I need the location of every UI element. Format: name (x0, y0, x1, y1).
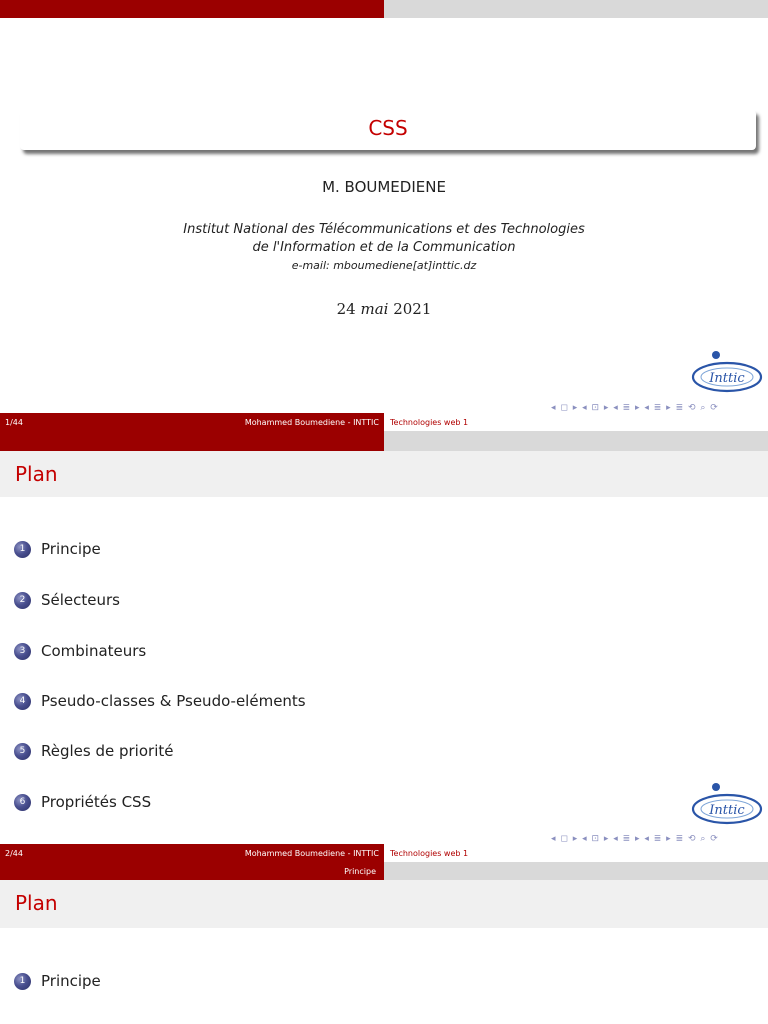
date-month: mai (360, 300, 389, 318)
toc-label-5: Règles de priorité (41, 742, 174, 760)
toc-number-2: 2 (14, 592, 31, 609)
slide3-frame-title-bar (0, 880, 768, 928)
footer-course: Technologies web 1 (390, 418, 469, 427)
toc-number-4: 4 (14, 693, 31, 710)
toc-label-2: Sélecteurs (41, 591, 120, 609)
slide2-heading: Plan (15, 462, 58, 486)
slide2-footer-right (384, 844, 768, 862)
date-day: 24 (336, 300, 356, 318)
toc-label-4: Pseudo-classes & Pseudo-eléments (41, 692, 306, 710)
slide2-frame-title-bar (0, 451, 768, 497)
presentation-date (0, 300, 768, 318)
toc-item-5[interactable] (14, 740, 173, 762)
svg-text:Inttic: Inttic (709, 803, 745, 818)
toc-item-2[interactable] (14, 589, 120, 611)
author-name: M. BOUMEDIENE (322, 178, 446, 196)
toc-item-6[interactable] (14, 791, 151, 813)
slide3-toc-label-1: Principe (41, 972, 101, 990)
slide3-toc-number-1: 1 (14, 973, 31, 990)
toc-number-3: 3 (14, 643, 31, 660)
toc-item-3[interactable] (14, 640, 146, 662)
slide2-footer-author: Mohammed Boumediene - INTTIC (244, 849, 379, 858)
slide3-section-name: Principe (344, 867, 376, 876)
beamer-navigation[interactable]: ◂ ◻ ▸ ◂ ⊡ ▸ ◂ ≣ ▸ ◂ ≣ ▸ ≣ ⟲ ⌕ ⟳ (551, 403, 719, 413)
slide3-header-bar-left (0, 862, 384, 880)
institution-line-2: de l'Information et de la Communication (252, 240, 516, 255)
slide-title: CSS (368, 116, 408, 140)
institution (0, 221, 768, 257)
toc-item-1[interactable] (14, 538, 101, 560)
slide3-heading: Plan (15, 891, 58, 915)
author-email: e-mail: mboumediene[at]inttic.dz (291, 259, 477, 272)
toc-number-1: 1 (14, 541, 31, 558)
title-box (20, 110, 756, 150)
footer-page-number: 1/44 (5, 418, 23, 427)
header-bar-left (0, 0, 384, 18)
inttic-logo (690, 350, 764, 394)
footer-author: Mohammed Boumediene - INTTIC (244, 418, 379, 427)
slide3-toc-item-1[interactable] (14, 970, 101, 992)
toc-label-1: Principe (41, 540, 101, 558)
inttic-logo-slide2 (690, 782, 764, 826)
svg-text:Inttic: Inttic (709, 371, 745, 386)
footer-left (0, 413, 384, 431)
slide2-footer-left (0, 844, 384, 862)
toc-number-6: 6 (14, 794, 31, 811)
toc-item-4[interactable] (14, 690, 306, 712)
slide2-footer-page-number: 2/44 (5, 849, 23, 858)
slide2-header-bar-left (0, 431, 384, 451)
slide2-header-bar-right (384, 431, 768, 451)
institution-line-1: Institut National des Télécommunications et des Technologies (183, 222, 585, 237)
slide2-footer-course: Technologies web 1 (390, 849, 469, 858)
toc-label-3: Combinateurs (41, 642, 147, 660)
toc-label-6: Propriétés CSS (41, 793, 152, 811)
beamer-navigation-slide2[interactable]: ◂ ◻ ▸ ◂ ⊡ ▸ ◂ ≣ ▸ ◂ ≣ ▸ ≣ ⟲ ⌕ ⟳ (551, 834, 719, 844)
date-year: 2021 (393, 300, 432, 318)
toc-number-5: 5 (14, 743, 31, 760)
footer-right (384, 413, 768, 431)
slide3-header-bar-right (384, 862, 768, 880)
header-bar-right (384, 0, 768, 18)
